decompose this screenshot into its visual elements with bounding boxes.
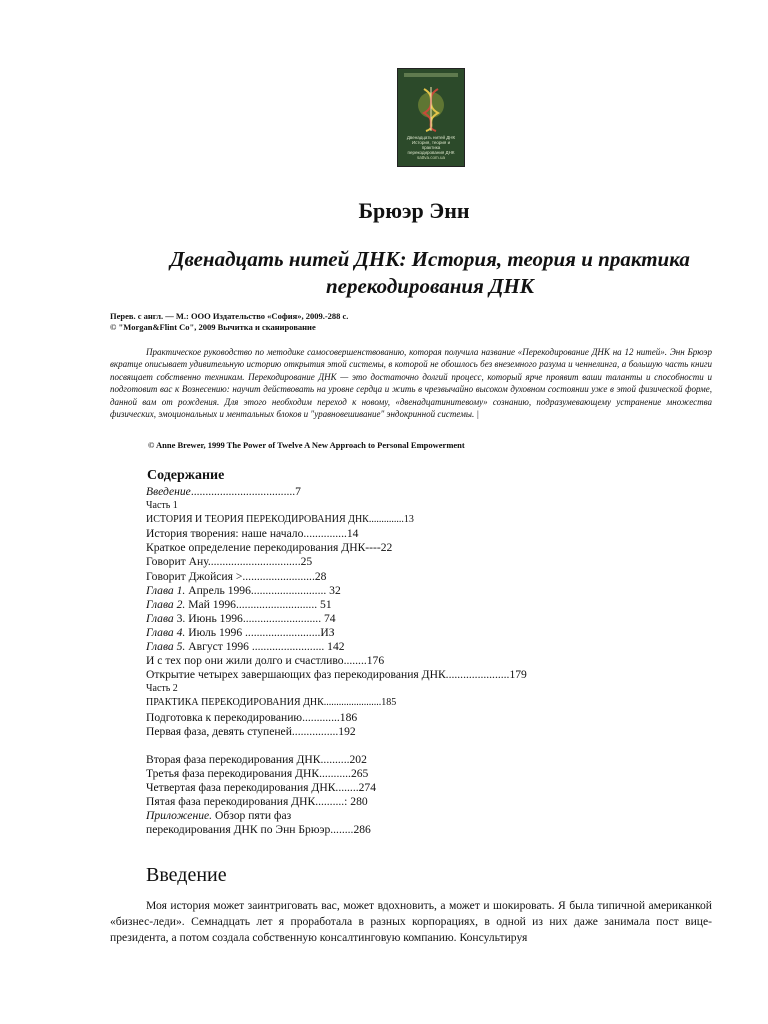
dna-helix-icon (416, 85, 446, 133)
toc-item[interactable]: Первая фаза, девять ступеней................192 (146, 724, 356, 738)
book-abstract: Практическое руководство по методике самосовершенствованию, которая получила название «Перекодирование ДНК на 12 нитей». Энн Брюэр вкратце описывает удивительную историю открытия этой системы, в которой не обошлось без внеземного разума и ченнелинга, а большую часть книги посвящает собственно техникам. Перекодирование ДНК — это достаточно долгий процесс, который ярче проявит ваши таланты и способности и подготовит вас к Вознесению: научит действовать на уровне сердца и жить в чрезвычайно высоком духовном состоянии уже в этой физической форме, данной вам от рождения. Для этого необходим переход к новому, «двенадцатинитевому» сознанию, подразумевающему устранение множества физических, эмоциональных и ментальных блоков и "уравновешивание" эндокринной системы. | (110, 347, 712, 420)
author-name: Брюэр Энн (358, 198, 470, 223)
toc-item[interactable]: История творения: наше начало...............14 (146, 527, 359, 541)
toc-item[interactable]: И с тех пор они жили долго и счастливо........176 (146, 654, 385, 668)
toc-item[interactable]: Приложение. Обзор пяти фаз (146, 809, 292, 823)
toc-item[interactable]: Четвертая фаза перекодирования ДНК........274 (146, 780, 377, 794)
cover-title: Двенадцать нитей ДНК История, теория и практика перекодирования ДНК (406, 135, 456, 155)
toc-item[interactable]: Третья фаза перекодирования ДНК...........265 (146, 766, 369, 780)
original-copyright: © Anne Brewer, 1999 The Power of Twelve A New Approach to Personal Empowerment (148, 440, 465, 450)
toc-item[interactable]: Пятая фаза перекодирования ДНК..........: 280 (146, 794, 368, 808)
toc-item[interactable]: Глава 2. Май 1996............................ 51 (146, 597, 332, 611)
copyright-line: © "Morgan&Flint Co", 2009 Вычитка и сканирование (110, 322, 316, 332)
toc-item[interactable]: Говорит Джойсия >.........................28 (146, 569, 327, 583)
toc-item[interactable]: Открытие четырех завершающих фаз перекодирования ДНК......................179 (146, 668, 527, 682)
cover-url: sattva.com.ua (416, 155, 445, 160)
toc-item[interactable]: Глава 5. Август 1996 ......................... 142 (146, 640, 345, 654)
toc-item[interactable]: Глава 3. Июнь 1996........................... 74 (146, 611, 336, 625)
toc-item[interactable]: Глава 1. Апрель 1996.......................... 32 (146, 583, 341, 597)
intro-heading: Введение (146, 864, 227, 886)
toc-item[interactable]: ПРАКТИКА ПЕРЕКОДИРОВАНИЯ ДНК.......................185 (146, 697, 397, 709)
table-of-contents (146, 485, 706, 837)
toc-item[interactable]: Краткое определение перекодирования ДНК----22 (146, 541, 393, 555)
toc-item[interactable]: Введение....................................7 (146, 485, 301, 498)
toc-item[interactable]: перекодирования ДНК по Энн Брюэр........286 (146, 823, 371, 837)
toc-item[interactable]: Глава 4. Июль 1996 ..........................ИЗ (146, 625, 335, 639)
toc-item[interactable]: Вторая фаза перекодирования ДНК..........202 (146, 752, 367, 766)
book-title: Двенадцать нитей ДНК: История, теория и практика перекодирования ДНК (170, 247, 690, 298)
toc-spacer (146, 739, 706, 753)
toc-item[interactable]: ИСТОРИЯ И ТЕОРИЯ ПЕРЕКОДИРОВАНИЯ ДНК..............13 (146, 514, 414, 526)
publication-info (110, 311, 730, 333)
book-cover-image (397, 68, 465, 167)
toc-part: Часть 1 (146, 500, 178, 512)
toc-heading: Содержание (147, 468, 225, 483)
toc-part: Часть 2 (146, 683, 178, 695)
intro-paragraph: Моя история может заинтриговать вас, может вдохновить, а может и шокировать. Я была типичной американкой «бизнес-леди». Семнадцать лет я проработала в разных корпорациях, в одной из них даже занимала пост вице-президента, а потом создала собственную консалтинговую компанию. Консультируя (110, 899, 712, 944)
toc-item[interactable]: Подготовка к перекодированию.............186 (146, 710, 358, 724)
cover-top-band (404, 73, 458, 77)
toc-item[interactable]: Говорит Ану................................25 (146, 555, 313, 569)
publication-line: Перев. с англ. — М.: ООО Издательство «София», 2009.-288 с. (110, 311, 349, 321)
